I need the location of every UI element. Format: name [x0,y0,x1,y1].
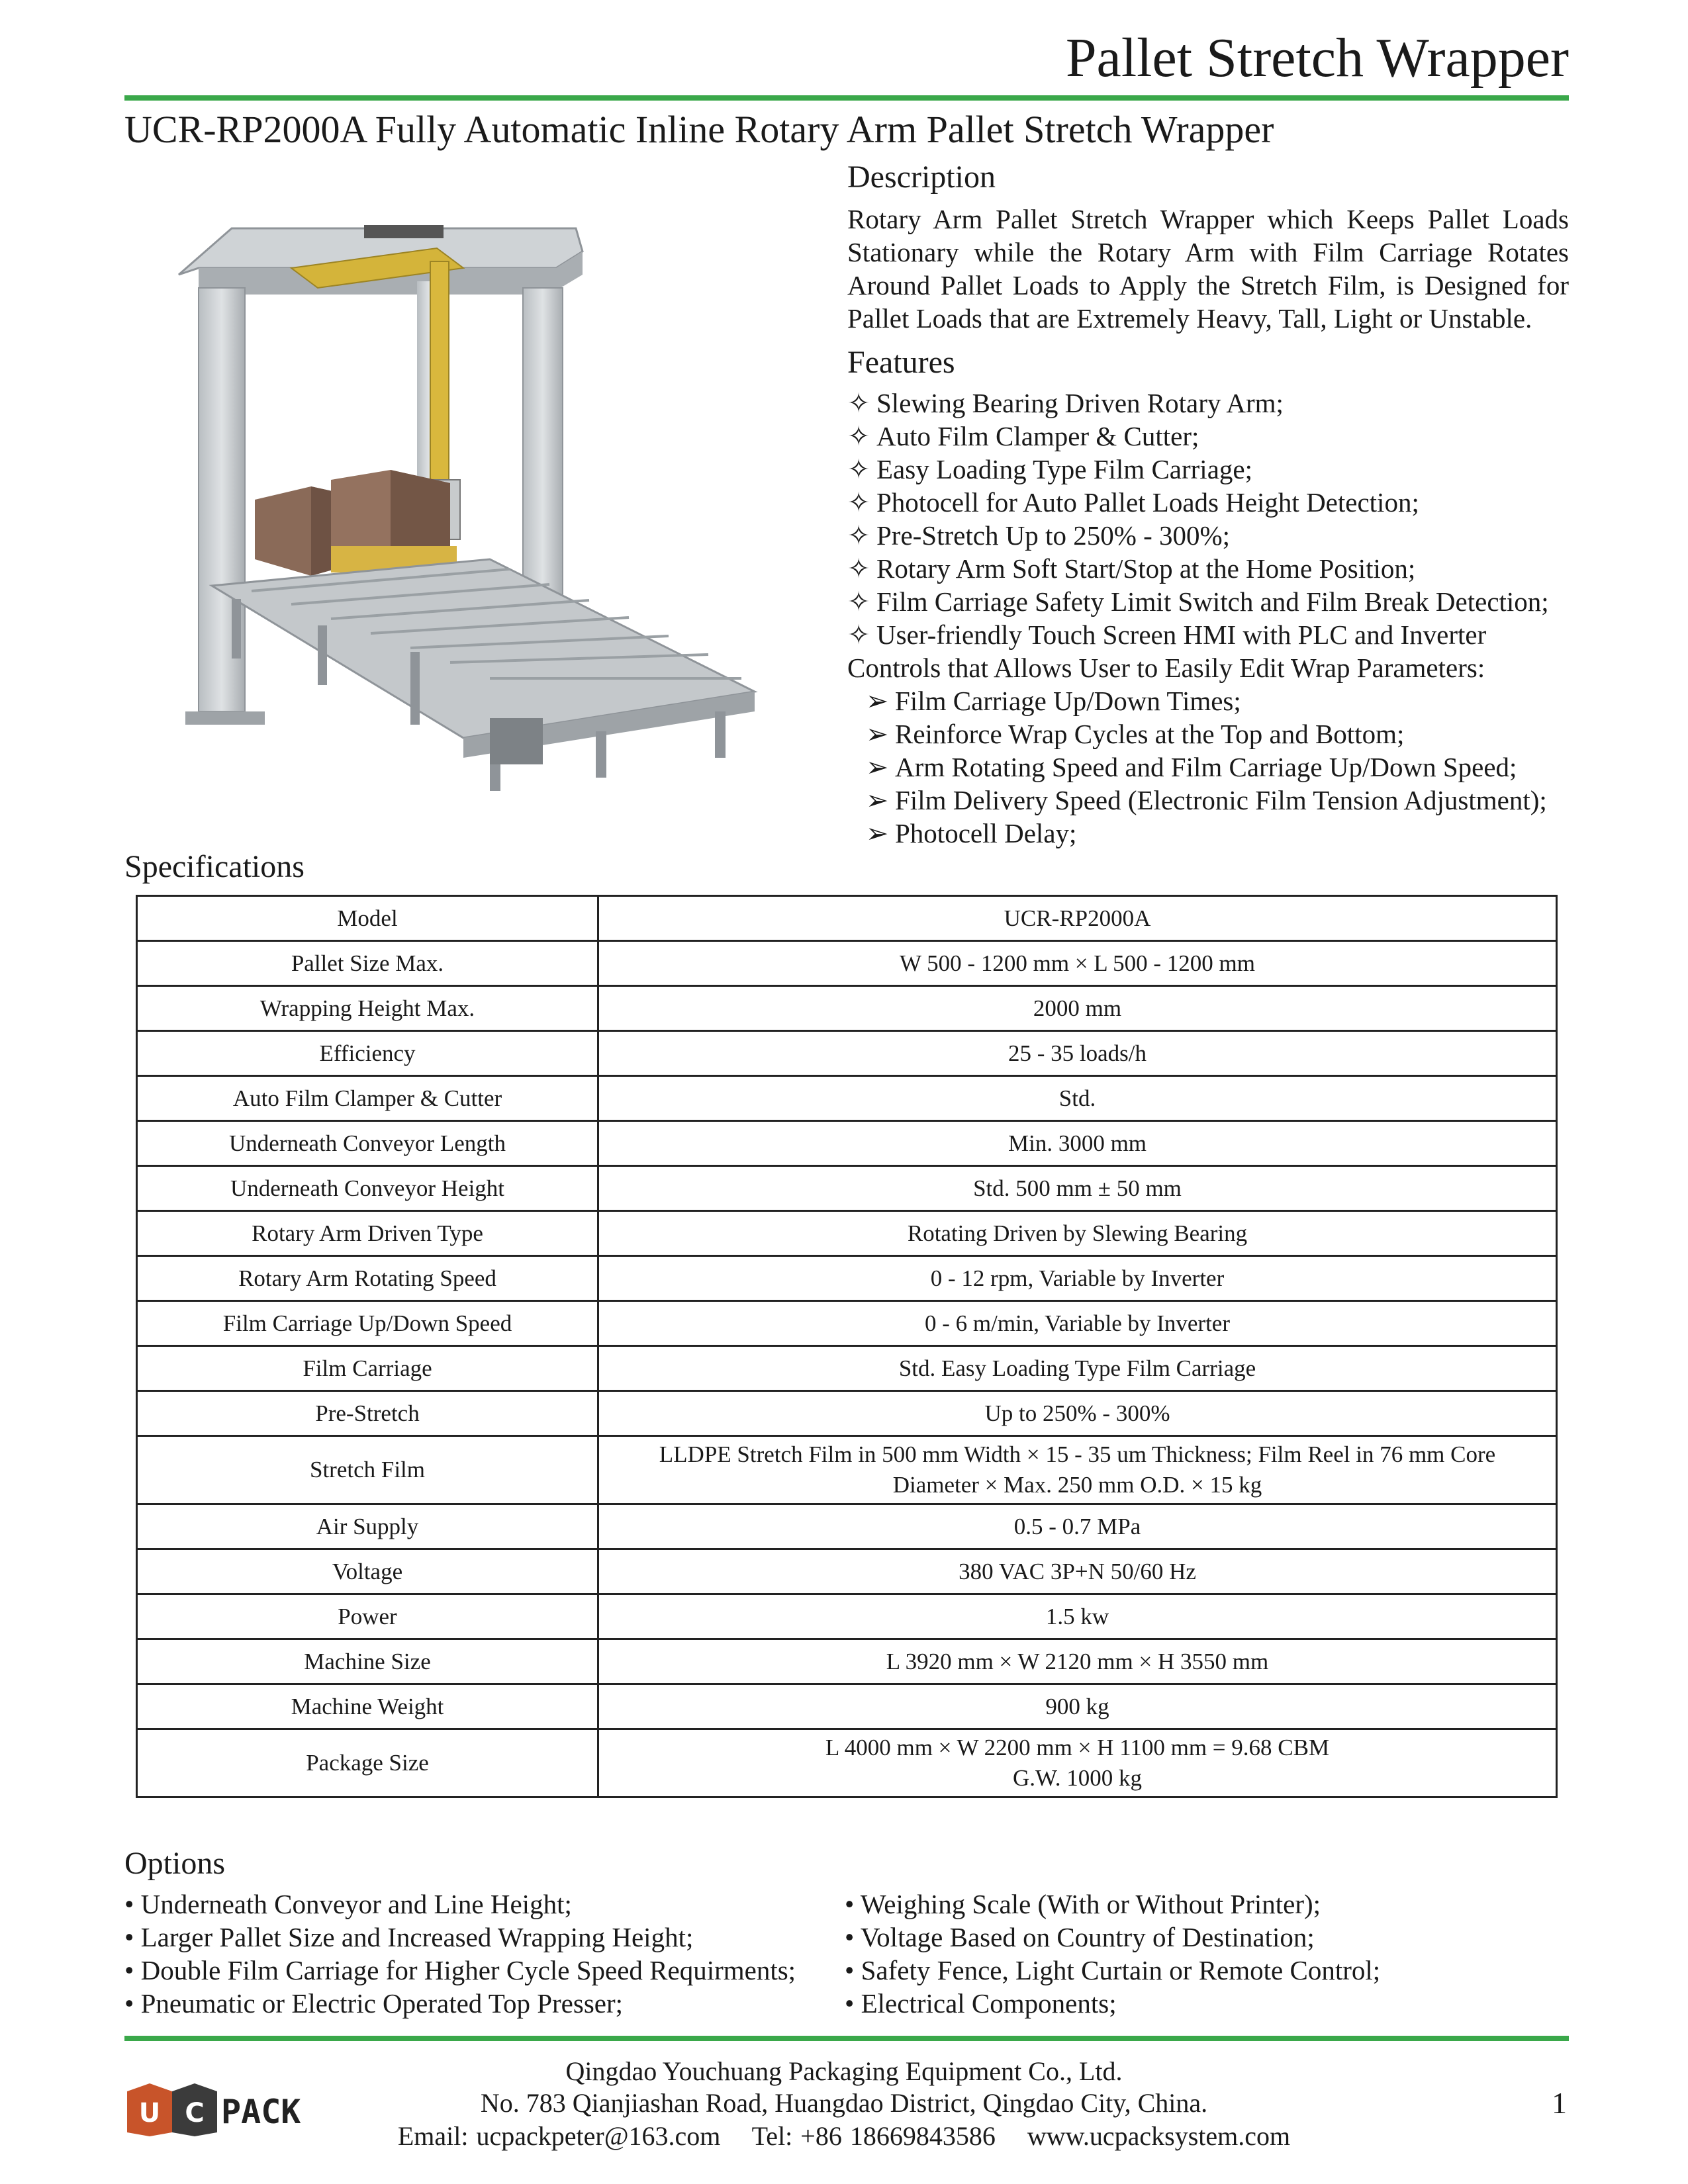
specifications-heading: Specifications [124,849,305,884]
control-text: Film Delivery Speed (Electronic Film Tension Adjustment); [895,785,1547,815]
document-title: Pallet Stretch Wrapper [1065,27,1569,89]
control-text: Photocell Delay; [895,818,1077,848]
feature-item [847,618,1575,651]
company-address: No. 783 Qianjiashan Road, Huangdao District, Qingdao City, China. [480,2088,1208,2118]
feature-item [847,552,1575,585]
table-row [137,1729,1557,1797]
feature-text: Slewing Bearing Driven Rotary Arm; [876,388,1284,418]
arrowhead-bullet-icon: ➢ [866,686,889,716]
table-row [137,941,1557,986]
control-item [866,784,1581,817]
spec-value: L 3920 mm × W 2120 mm × H 3550 mm [598,1639,1557,1684]
spec-label: Stretch Film [137,1436,598,1504]
spec-label: Machine Size [137,1639,598,1684]
spec-label: Power [137,1594,598,1639]
control-item [866,751,1581,784]
spec-value: 900 kg [598,1684,1557,1729]
feature-text: Film Carriage Safety Limit Switch and Film Break Detection; [876,586,1549,617]
four-pointed-star-icon: ✧ [847,454,870,484]
table-row [137,1684,1557,1729]
option-item: • Pneumatic or Electric Operated Top Presser; [124,1988,624,2019]
spec-value: 0 - 6 m/min, Variable by Inverter [598,1301,1557,1346]
description-heading: Description [847,159,996,195]
feature-item [847,486,1575,519]
table-row [137,1076,1557,1121]
control-item [866,817,1581,850]
specifications-table [136,895,1558,1798]
table-row [137,1549,1557,1594]
controls-intro: Controls that Allows User to Easily Edit Wrap Parameters: [847,653,1485,683]
page-number: 1 [1552,2086,1567,2120]
table-row [137,1211,1557,1256]
spec-label: Wrapping Height Max. [137,986,598,1031]
spec-value: Up to 250% - 300% [598,1391,1557,1436]
footer-divider [124,2036,1569,2041]
option-item: • Double Film Carriage for Higher Cycle Speed Requirments; [124,1955,796,1985]
feature-text: User-friendly Touch Screen HMI with PLC and Inverter [876,619,1487,650]
spec-value: 0 - 12 rpm, Variable by Inverter [598,1256,1557,1301]
table-row [137,1346,1557,1391]
option-item: • Weighing Scale (With or Without Printer); [845,1889,1321,1919]
option-item: • Voltage Based on Country of Destination; [845,1922,1315,1952]
table-row [137,1436,1557,1504]
spec-value-line: Diameter × Max. 250 mm O.D. × 15 kg [892,1472,1262,1498]
options-heading: Options [124,1846,226,1881]
table-row [137,1121,1557,1166]
svg-text:C: C [185,2098,205,2128]
spec-label: Efficiency [137,1031,598,1076]
spec-label: Film Carriage [137,1346,598,1391]
control-text: Reinforce Wrap Cycles at the Top and Bottom; [895,719,1405,749]
spec-value [598,1729,1557,1797]
four-pointed-star-icon: ✧ [847,421,870,451]
feature-text: Pre-Stretch Up to 250% - 300%; [876,520,1231,551]
table-row [137,1594,1557,1639]
spec-value: 380 VAC 3P+N 50/60 Hz [598,1549,1557,1594]
options-list-right [845,1888,1566,2020]
features-list [847,387,1575,684]
spec-value: 1.5 kw [598,1594,1557,1639]
spec-value: Std. [598,1076,1557,1121]
spec-value: 0.5 - 0.7 MPa [598,1504,1557,1549]
option-item: • Larger Pallet Size and Increased Wrapping Height; [124,1922,694,1952]
control-item [866,684,1581,717]
product-title: UCR-RP2000A Fully Automatic Inline Rotary Arm Pallet Stretch Wrapper [124,108,1274,151]
arrowhead-bullet-icon: ➢ [866,719,889,749]
four-pointed-star-icon: ✧ [847,619,870,650]
feature-text: Easy Loading Type Film Carriage; [876,454,1252,484]
feature-text: Auto Film Clamper & Cutter; [876,421,1199,451]
spec-value: Rotating Driven by Slewing Bearing [598,1211,1557,1256]
spec-value: 25 - 35 loads/h [598,1031,1557,1076]
control-text: Film Carriage Up/Down Times; [895,686,1241,716]
company-contact: Email: ucpackpeter@163.com Tel: +86 18669843586 www.ucpacksystem.com [397,2121,1291,2151]
table-row [137,1166,1557,1211]
spec-label: Underneath Conveyor Length [137,1121,598,1166]
four-pointed-star-icon: ✧ [847,586,870,617]
logo-text: PACK [221,2093,301,2131]
four-pointed-star-icon: ✧ [847,487,870,518]
header-divider [124,95,1569,101]
spec-label: Voltage [137,1549,598,1594]
table-row [137,1031,1557,1076]
spec-value: Std. 500 mm ± 50 mm [598,1166,1557,1211]
spec-label: Air Supply [137,1504,598,1549]
spec-value: W 500 - 1200 mm × L 500 - 1200 mm [598,941,1557,986]
spec-value: Min. 3000 mm [598,1121,1557,1166]
option-item: • Underneath Conveyor and Line Height; [124,1889,572,1919]
spec-label: Model [137,896,598,941]
spec-label: Auto Film Clamper & Cutter [137,1076,598,1121]
svg-text:U: U [138,2098,161,2128]
control-item [866,717,1581,751]
arrowhead-bullet-icon: ➢ [866,818,889,848]
table-row [137,1639,1557,1684]
spec-label: Pallet Size Max. [137,941,598,986]
four-pointed-star-icon: ✧ [847,388,870,418]
options-list-left [124,1888,826,2020]
table-row [137,986,1557,1031]
arrowhead-bullet-icon: ➢ [866,752,889,782]
feature-text: Rotary Arm Soft Start/Stop at the Home Position; [876,553,1416,584]
spec-value [598,1436,1557,1504]
spec-value: UCR-RP2000A [598,896,1557,941]
arrowhead-bullet-icon: ➢ [866,785,889,815]
spec-label: Machine Weight [137,1684,598,1729]
table-row [137,1391,1557,1436]
spec-value-line: L 4000 mm × W 2200 mm × H 1100 mm = 9.68 CBM [825,1735,1330,1760]
option-item: • Electrical Components; [845,1988,1117,2019]
spec-value-line: LLDPE Stretch Film in 500 mm Width × 15 - 35 um Thickness; Film Reel in 76 mm Core [659,1441,1496,1467]
feature-item [847,585,1575,618]
controls-list [866,684,1581,850]
table-row [137,896,1557,941]
four-pointed-star-icon: ✧ [847,553,870,584]
features-heading: Features [847,345,955,380]
table-row [137,1256,1557,1301]
feature-text: Photocell for Auto Pallet Loads Height Detection; [876,487,1419,518]
table-row [137,1301,1557,1346]
spec-value: 2000 mm [598,986,1557,1031]
option-item: • Safety Fence, Light Curtain or Remote Control; [845,1955,1381,1985]
feature-item [847,453,1575,486]
feature-item [847,420,1575,453]
spec-label: Pre-Stretch [137,1391,598,1436]
spec-value: Std. Easy Loading Type Film Carriage [598,1346,1557,1391]
description-text: Rotary Arm Pallet Stretch Wrapper which Keeps Pallet Loads Stationary while the Rotary Arm with Film Carriage Rotates Around Pallet Loads to Apply the Stretch Film, is Designed for Pallet Loads that are Extremely Heavy, Tall, Light or Unstable. [847,204,1569,334]
machine-photo [119,189,821,811]
spec-label: Package Size [137,1729,598,1797]
spec-label: Underneath Conveyor Height [137,1166,598,1211]
spec-value-line: G.W. 1000 kg [1012,1765,1143,1791]
feature-item [847,519,1575,552]
spec-label: Rotary Arm Driven Type [137,1211,598,1256]
spec-label: Rotary Arm Rotating Speed [137,1256,598,1301]
spec-label: Film Carriage Up/Down Speed [137,1301,598,1346]
company-name: Qingdao Youchuang Packaging Equipment Co., Ltd. [565,2056,1123,2086]
feature-item [847,387,1575,420]
four-pointed-star-icon: ✧ [847,520,870,551]
control-text: Arm Rotating Speed and Film Carriage Up/Down Speed; [895,752,1517,782]
table-row [137,1504,1557,1549]
